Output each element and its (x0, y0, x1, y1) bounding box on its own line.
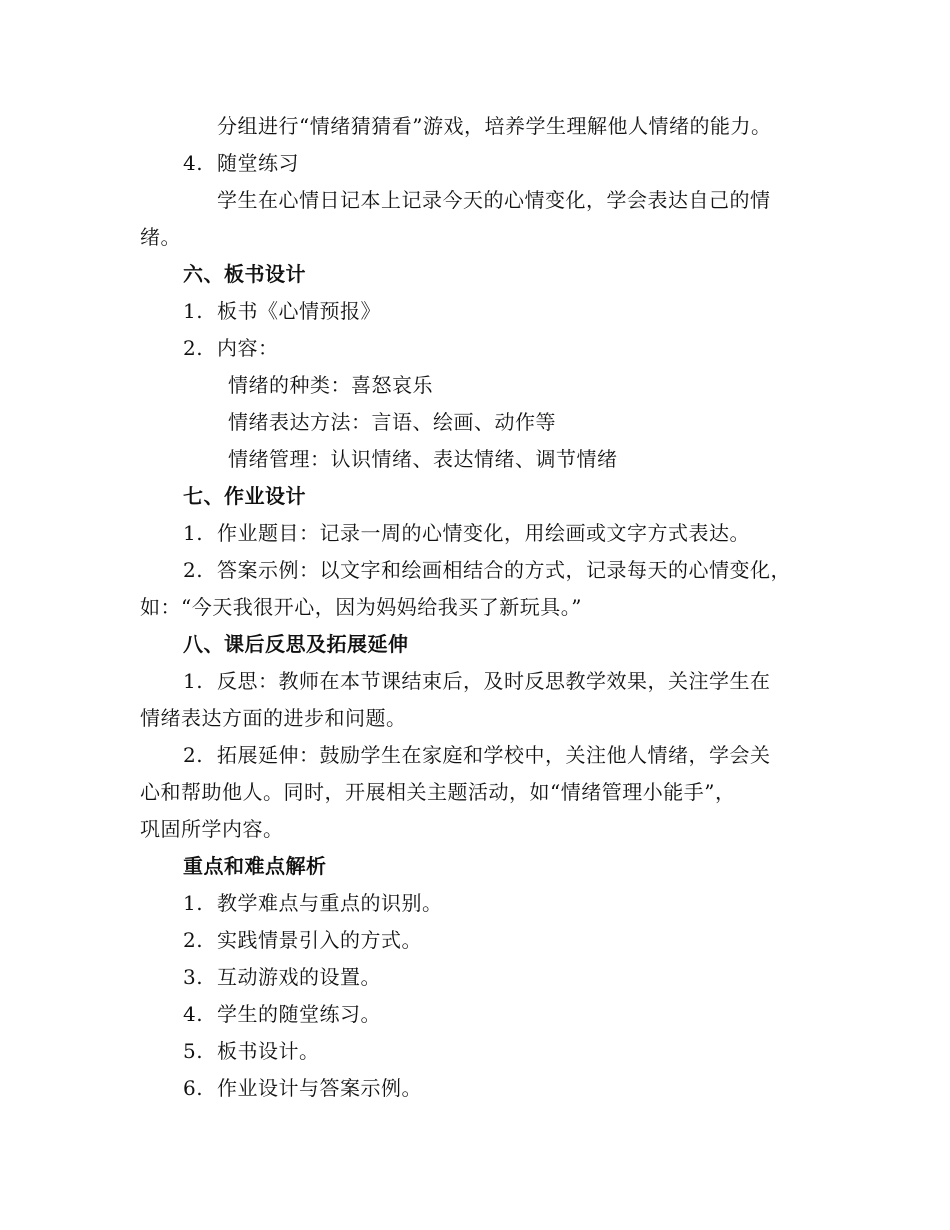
reflection-continuation: 情绪表达方面的进步和问题。 (140, 706, 407, 730)
list-text: 拓展延伸：鼓励学生在家庭和学校中，关注他人情绪，学会关 (217, 743, 771, 767)
list-number: 6. (183, 1076, 204, 1100)
section-heading-blackboard: 六、板书设计 (183, 262, 306, 286)
list-item-practice (183, 149, 299, 177)
section-heading-key-points: 重点和难点解析 (183, 854, 327, 878)
list-item-blackboard-title (183, 297, 381, 325)
section-heading-homework: 七、作业设计 (183, 484, 306, 508)
list-item (183, 926, 422, 954)
list-text: 反思：教师在本节课结束后，及时反思教学效果，关注学生在 (217, 669, 771, 693)
extension-continuation-2: 巩固所学内容。 (140, 817, 284, 841)
list-text: 作业设计与答案示例。 (217, 1076, 422, 1100)
list-text: 教学难点与重点的识别。 (217, 891, 443, 915)
list-text: 板书《心情预报》 (217, 299, 381, 323)
list-number: 1. (183, 669, 204, 693)
list-item (183, 1037, 320, 1065)
list-item (183, 963, 381, 991)
list-number: 2. (183, 336, 204, 360)
answer-example-continuation: 如：“今天我很开心，因为妈妈给我买了新玩具。” (140, 595, 582, 619)
list-number: 4. (183, 151, 204, 175)
content-emotion-management: 情绪管理：认识情绪、表达情绪、调节情绪 (228, 447, 618, 471)
list-number: 2. (183, 743, 204, 767)
list-item (183, 1074, 422, 1102)
list-text: 答案示例：以文字和绘画相结合的方式，记录每天的心情变化， (217, 558, 791, 582)
list-number: 3. (183, 965, 204, 989)
list-item (183, 1000, 381, 1028)
list-item-answer-example (183, 556, 791, 584)
list-number: 2. (183, 928, 204, 952)
extension-continuation-1: 心和帮助他人。同时，开展相关主题活动，如“情绪管理小能手”， (140, 780, 736, 804)
list-text: 学生的随堂练习。 (217, 1002, 381, 1026)
list-text: 随堂练习 (217, 151, 299, 175)
list-text: 内容： (217, 336, 279, 360)
list-number: 5. (183, 1039, 204, 1063)
list-text: 实践情景引入的方式。 (217, 928, 422, 952)
content-emotion-types: 情绪的种类：喜怒哀乐 (228, 373, 433, 397)
list-item (183, 889, 443, 917)
paragraph-game: 分组进行“情绪猜猜看”游戏，培养学生理解他人情绪的能力。 (217, 114, 772, 138)
list-number: 1. (183, 299, 204, 323)
list-number: 2. (183, 558, 204, 582)
list-text: 板书设计。 (217, 1039, 320, 1063)
list-item-content (183, 334, 279, 362)
list-text: 作业题目：记录一周的心情变化，用绘画或文字方式表达。 (217, 521, 750, 545)
paragraph-diary-line2: 绪。 (140, 225, 181, 249)
list-number: 4. (183, 1002, 204, 1026)
list-item-homework-topic (183, 519, 750, 547)
list-number: 1. (183, 891, 204, 915)
list-number: 1. (183, 521, 204, 545)
list-item-extension (183, 741, 771, 769)
list-item-reflection (183, 667, 771, 695)
list-text: 互动游戏的设置。 (217, 965, 381, 989)
content-expression-methods: 情绪表达方法：言语、绘画、动作等 (228, 410, 556, 434)
paragraph-diary-line1: 学生在心情日记本上记录今天的心情变化，学会表达自己的情 (217, 188, 771, 212)
section-heading-reflection: 八、课后反思及拓展延伸 (183, 632, 409, 656)
